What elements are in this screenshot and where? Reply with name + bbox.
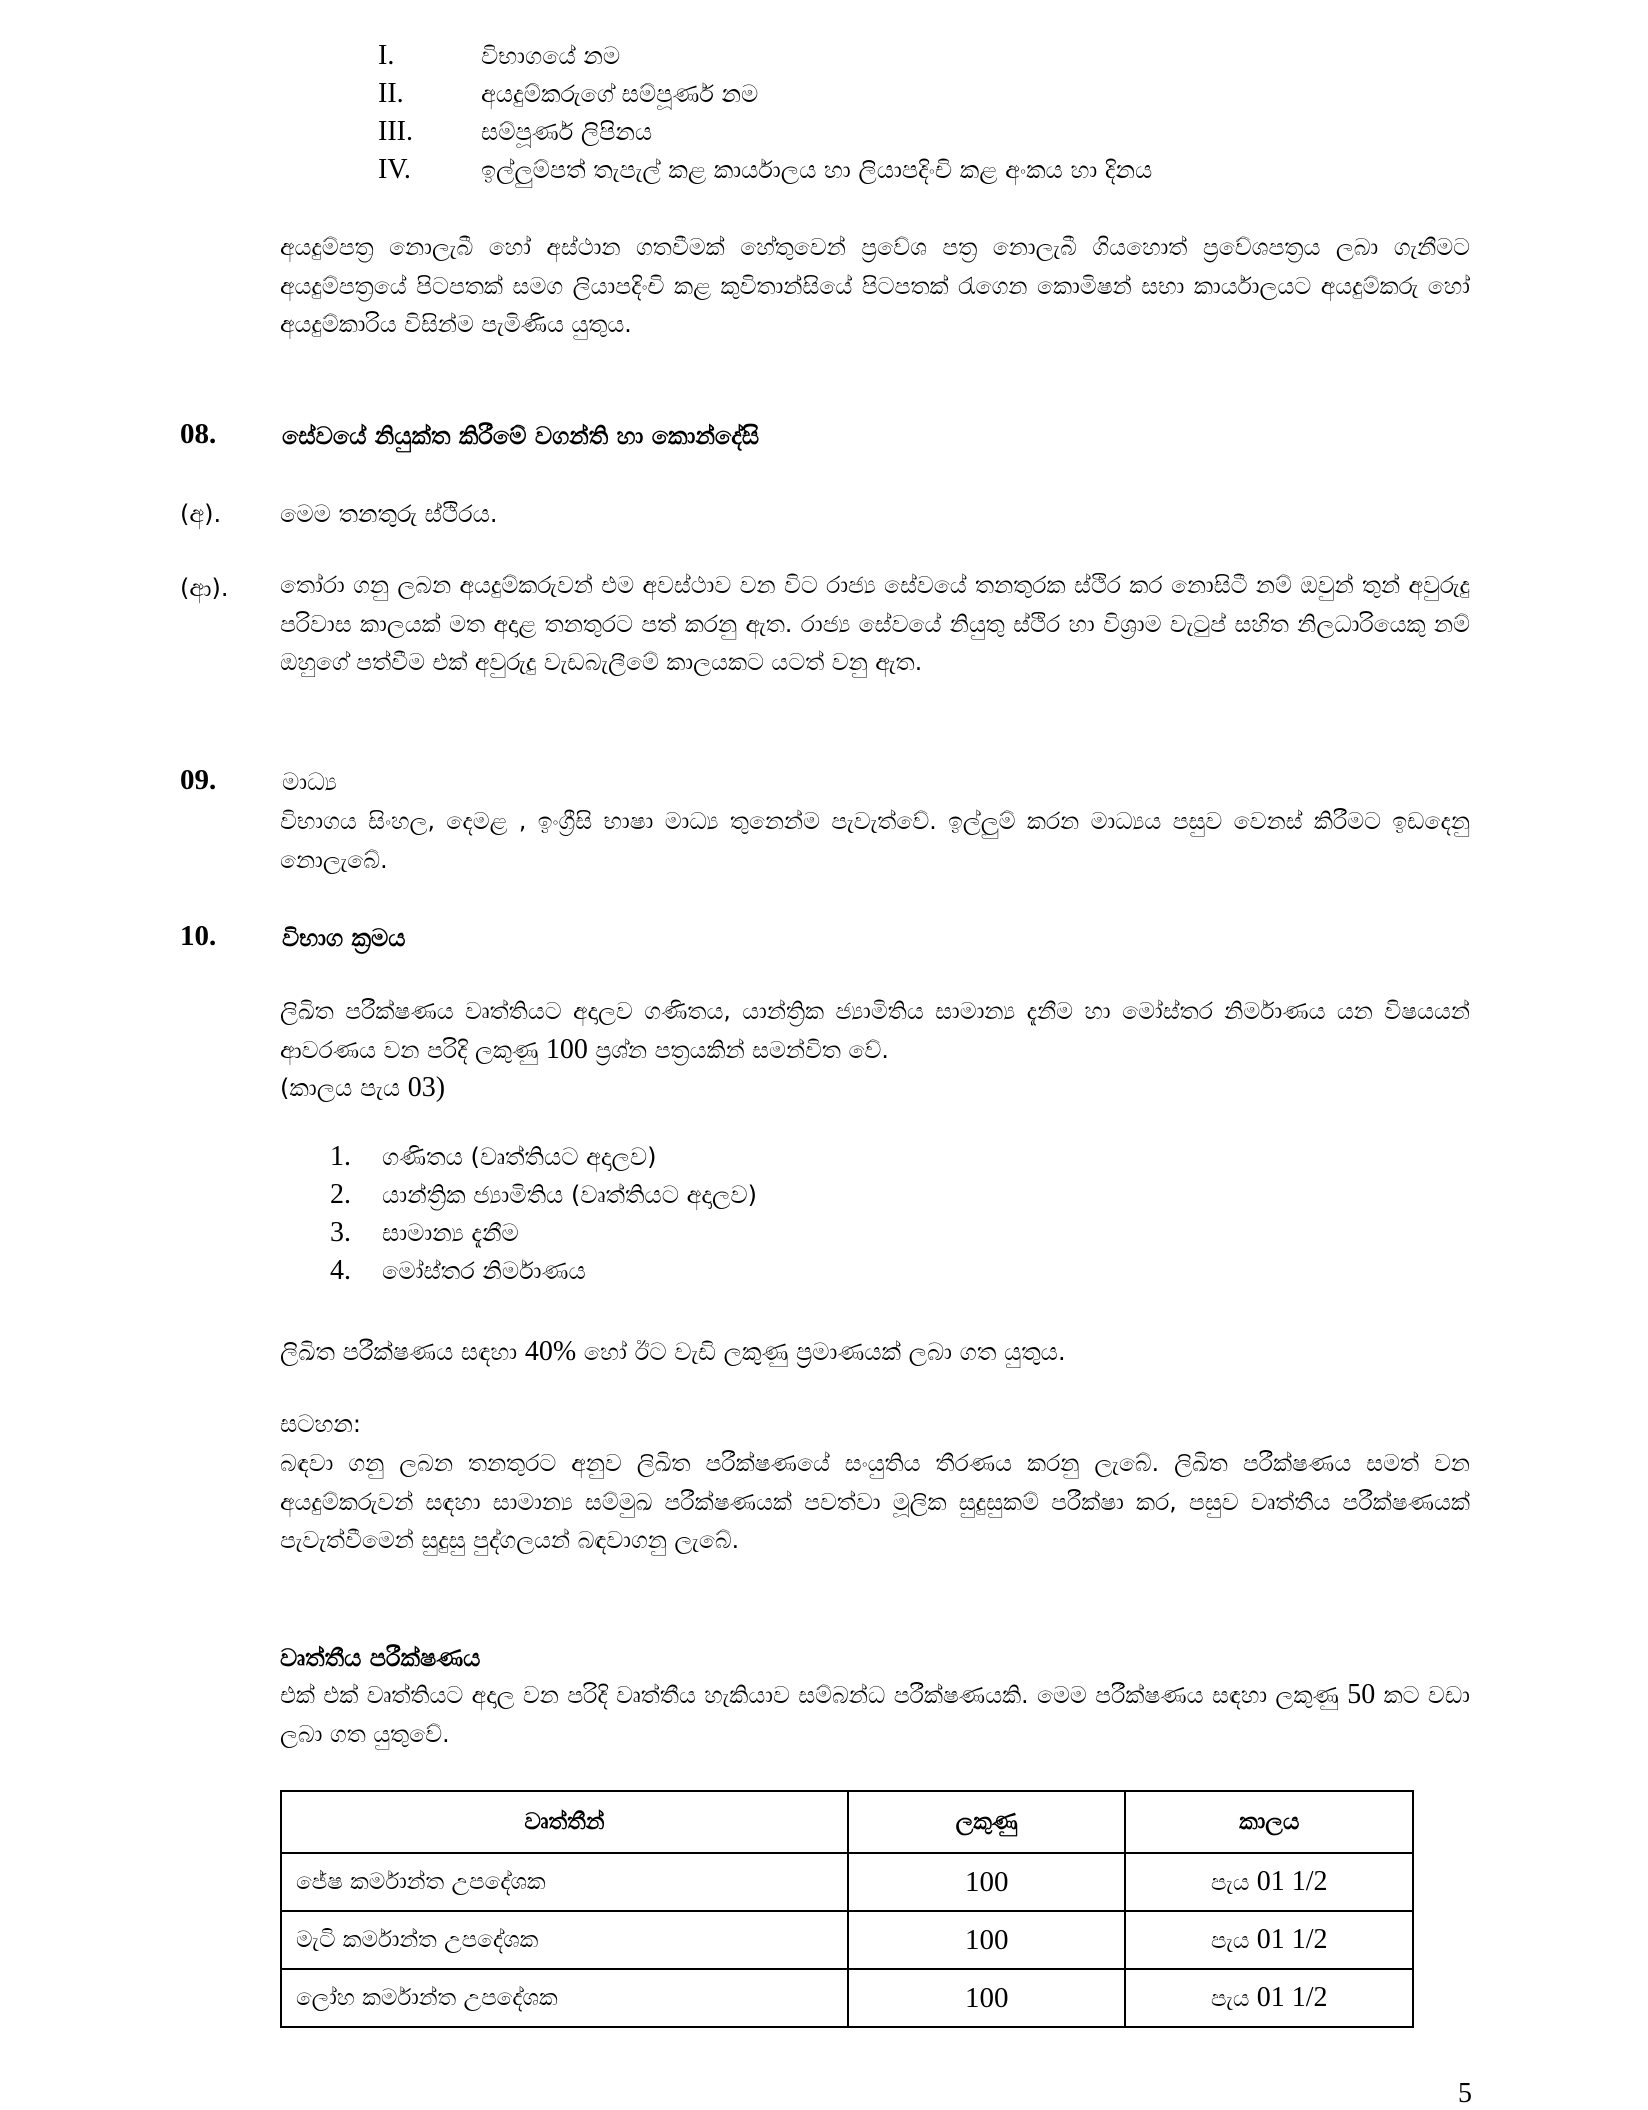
list-item [378,37,620,75]
trade-duration [1125,1911,1413,1969]
vocational-test-desc: කට වඩා ලබා ගත යුතුවේ. [280,1681,1470,1748]
section-title: විභාග ක්‍රමය [282,924,406,952]
list-item-number: II. [378,78,404,109]
clause-label: (ආ). [180,574,229,602]
trade-name: ලෝහ කර්මාන්ත උපදේශක [281,1969,848,2027]
exam-duration-value: 03) [407,1072,446,1103]
section-title: සේවයේ නියුක්ත කිරීමේ වගන්ති හා කොන්දේසි [282,422,760,450]
pass-percent: 40% [524,1336,577,1367]
trade-name: මැටි කර්මාන්ත උපදේශක [281,1911,848,1969]
vocational-pass-marks: 50 [1347,1679,1376,1710]
list-item-number: 3. [330,1217,351,1248]
section-title: මාධ්‍ය [282,768,337,796]
trades-table [280,1790,1414,2028]
exam-duration [280,1072,445,1104]
pass-requirement [280,1336,1066,1368]
vocational-test-text [280,1676,1470,1753]
exam-duration-label: (කාලය පැය [280,1074,401,1102]
trade-marks: 100 [848,1853,1126,1911]
list-item [330,1252,586,1290]
table-row [281,1969,1413,2027]
column-header-trade: වෘත්තීන් [281,1791,848,1853]
section-text: විභාගය සිංහල, දෙමළ , ඉංග්‍රීසි භාෂා මාධ්‍ය තුනෙන්ම පැවැත්වේ. ඉල්ලුම් කරන මාධ්‍යය පසුව වෙනස් කිරීමට ඉඩදෙනු නොලැබේ. [280,807,1470,874]
list-item-text: ගණිතය (වෘත්තියට අදාලව) [382,1143,657,1171]
list-item-number: 4. [330,1255,351,1286]
list-item-text: සාමාන්‍ය දැනීම [382,1219,519,1247]
trade-name: ජේෂ කර්මාන්ත උපදේශක [281,1853,848,1911]
exam-intro [280,992,1470,1069]
list-item-number: III. [378,116,413,147]
list-item-number: 2. [330,1179,351,1210]
list-item-number: IV. [378,154,411,185]
list-item [378,75,758,113]
list-item [330,1176,757,1214]
column-header-duration: කාලය [1125,1791,1413,1853]
exam-total-marks: 100 [545,1033,588,1065]
vocational-test-title: වෘත්තීය පරීක්ෂණය [280,1644,481,1672]
trade-duration [1125,1969,1413,2027]
table-header-row [281,1791,1413,1853]
admission-note: අයදුම්පත්‍ර නොලැබී හෝ අස්ථාන ගතවීමක් හේතුවෙන් ප්‍රවේශ පත්‍ර නොලැබී ගියහොත් ප්‍රවේශපත්‍රය ලබා ගැනීමට අයදුම්පත්‍රයේ පිටපතක් සමග ලියාපදිංචි කළ කුවිතාන්සියේ පිටපතක් රැගෙන කොමිෂන් සභා කාර්යාලයට අයදුම්කරු හෝ අයදුම්කාරිය විසින්ම පැමිණිය යුතුය. [280,233,1470,338]
duration-word: පැය [1210,1986,1250,2012]
section-number: 09. [180,764,217,796]
list-item-text: ඉල්ලුම්පත් තැපැල් කළ කාර්යාලය හා ලියාපදිංචි කළ අංකය හා දිනය [481,156,1153,184]
note-text: බඳවා ගනු ලබන තනතුරට අනුව ලිඛිත පරීක්ෂණයේ සංයුතිය තීරණය කරනු ලැබේ. ලිඛිත පරීක්ෂණය සමත් වන අයදුම්කරුවන් සඳහා සාමාන්‍ය සම්මුඛ පරීක්ෂණයක් පවත්වා මූලික සුදුසුකම් පරීක්ෂා කර, පසුව වෘත්තීය පරීක්ෂණයක් පැවැත්වීමෙන් සුදුසු පුද්ගලයන් බඳවාගනු ලැබේ. [280,1449,1470,1554]
list-item-number: I. [378,40,395,71]
clause-label: (අ). [180,500,222,528]
duration-value: 01 1/2 [1256,1924,1328,1955]
pass-requirement-text: හෝ ඊට වැඩි ලකුණු ප්‍රමාණයක් ලබා ගත යුතුය. [583,1338,1066,1366]
list-item [330,1138,657,1176]
list-item [378,151,1152,189]
column-header-marks: ලකුණු [848,1791,1126,1853]
duration-word: පැය [1210,1928,1250,1954]
table-row [281,1911,1413,1969]
list-item [378,113,652,151]
pass-requirement-text: ලිඛිත පරීක්ෂණය සඳහා [280,1338,518,1366]
list-item-text: විභාගයේ නම [481,42,621,70]
note-label: සටහන: [280,1410,361,1438]
exam-intro-text: ප්‍රශ්න පත්‍රයකින් සමන්විත වේ. [595,1035,889,1064]
list-item-text: මෝස්තර නිර්මාණය [382,1257,586,1285]
trade-marks: 100 [848,1969,1126,2027]
vocational-test-desc: එක් එක් වෘත්තියට අදාල වන පරිදි වෘත්තීය හැකියාව සම්බන්ධ පරීක්ෂණයකි. මෙම පරීක්ෂණය සඳහා ලකුණු [280,1681,1339,1709]
table-row [281,1853,1413,1911]
list-item-text: සම්පූර්ණ ලිපිනය [481,118,653,146]
page-number: 5 [1458,2078,1472,2109]
duration-value: 01 1/2 [1256,1866,1328,1897]
trade-marks: 100 [848,1911,1126,1969]
list-item-number: 1. [330,1141,351,1172]
exam-intro-text: ලිඛිත පරීක්ෂණය වෘත්තියට අදාලව ගණිතය, යාන්ත්‍රික ජ්‍යාමිතිය සාමාන්‍ය දැනීම හා මෝස්තර නිර්මාණය යන විෂයයන් ආවරණය වන පරිදි ලකුණු [280,997,1470,1064]
list-item-text: යාන්ත්‍රික ජ්‍යාමිතිය (වෘත්තියට අදාලව) [382,1181,757,1209]
section-number: 08. [180,418,217,450]
section-number: 10. [180,920,217,952]
clause-text: මෙම තනතුරු ස්ථිරය. [280,500,498,528]
list-item-text: අයදුම්කරුගේ සම්පූර්ණ නම [481,80,759,108]
trade-duration [1125,1853,1413,1911]
duration-word: පැය [1210,1870,1250,1896]
clause-text: තෝරා ගනු ලබන අයදුම්කරුවන් එම අවස්ථාව වන විට රාජ්‍ය සේවයේ තනතුරක ස්ථිර කර නොසිටී නම් ඔවුන් තුන් අවුරුදු පරිවාස කාලයක් මත අදාළ තනතුරට පත් කරනු ඇත. රාජ්‍ය සේවයේ නියුතු ස්ථිර හා විශ්‍රාම වැටුප් සහිත නිලධාරියෙකු නම් ඔහුගේ පත්වීම එක් අවුරුදු වැඩබැලීමේ කාලයකට යටත් වනු ඇත. [280,571,1470,676]
list-item [330,1214,519,1252]
duration-value: 01 1/2 [1256,1982,1328,2013]
